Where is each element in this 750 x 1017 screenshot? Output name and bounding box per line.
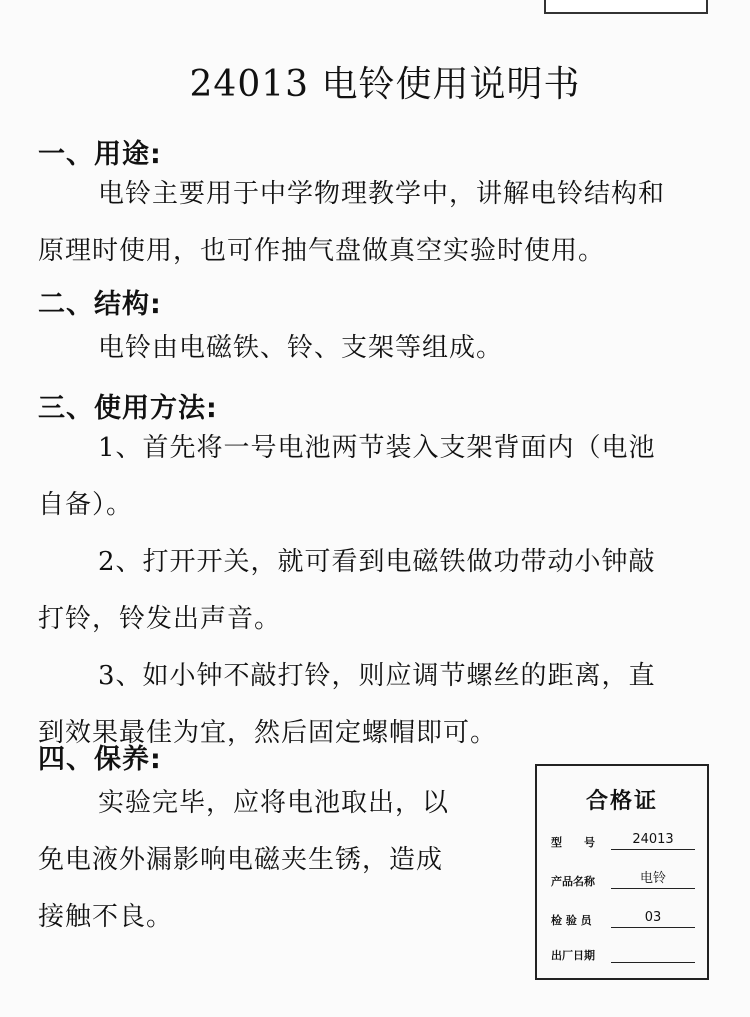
section-body-usage — [38, 166, 665, 280]
certificate-label: 产品名称 — [551, 875, 595, 888]
paragraph-line: 1、首先将一号电池两节装入支架背面内（电池 — [98, 433, 656, 463]
paragraph-line: 3、如小钟不敲打铃，则应调节螺丝的距离，直 — [98, 661, 656, 691]
paragraph-line: 实验完毕，应将电池取出，以 — [98, 788, 450, 818]
paragraph-line: 2、打开开关，就可看到电磁铁做功带动小钟敲 — [98, 547, 656, 577]
paragraph-line: 电铃主要用于中学物理教学中，讲解电铃结构和 — [98, 179, 666, 209]
certificate-title: 合格证 — [585, 789, 658, 814]
certificate-underline — [611, 927, 695, 928]
certificate-row-product — [551, 869, 697, 891]
section-body-maintenance — [38, 775, 449, 946]
paragraph-line: 原理时使用，也可作抽气盘做真空实验时使用。 — [38, 236, 606, 266]
certificate-label: 出厂日期 — [551, 949, 595, 962]
paragraph-line: 到效果最佳为宜，然后固定螺帽即可。 — [38, 718, 498, 748]
certificate-underline — [611, 888, 695, 889]
paragraph-line: 免电液外漏影响电磁夹生锈，造成 — [38, 845, 444, 875]
certificate-underline — [611, 849, 695, 850]
section-body-structure — [38, 320, 503, 377]
section-heading-usage: 一、用途: — [38, 139, 162, 170]
section-heading-maintenance: 四、保养: — [38, 744, 162, 775]
certificate-label: 检 验 员 — [551, 914, 592, 927]
paragraph-line: 自备）。 — [38, 490, 134, 520]
paragraph-line: 电铃由电磁铁、铃、支架等组成。 — [98, 333, 504, 363]
certificate-value: 电铃 — [639, 871, 666, 886]
document-title: 24013 电铃使用说明书 — [189, 64, 581, 105]
certificate-label: 型 号 — [551, 836, 595, 849]
certificate-underline — [611, 962, 695, 963]
section-heading-structure: 二、结构: — [38, 289, 162, 320]
certificate-row-date — [551, 943, 697, 965]
certificate-row-inspector — [551, 908, 697, 930]
top-frame-box — [544, 0, 708, 14]
certificate-value: 24013 — [632, 832, 674, 847]
certificate-row-model — [551, 830, 697, 852]
certificate-value: 03 — [644, 910, 662, 925]
paragraph-line: 打铃，铃发出声音。 — [38, 604, 282, 634]
section-body-usage-method — [38, 420, 656, 762]
quality-certificate — [535, 764, 709, 980]
section-heading-usage-method: 三、使用方法: — [38, 393, 218, 424]
paragraph-line: 接触不良。 — [38, 902, 174, 932]
